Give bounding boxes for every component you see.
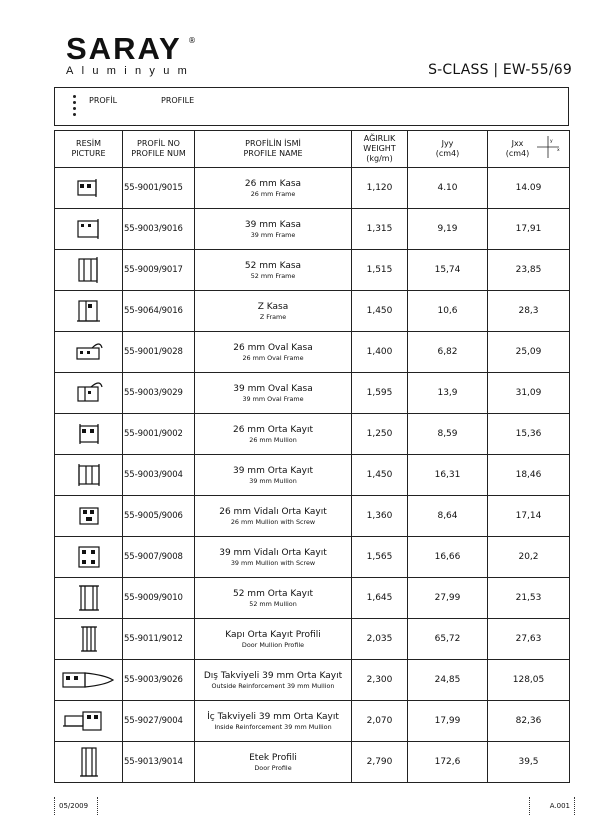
profile-name <box>195 537 352 578</box>
door-mullion-icon <box>74 623 104 655</box>
outside-reinforced-mullion-icon <box>61 664 117 696</box>
profile-name-en: 52 mm Frame <box>250 271 296 280</box>
table-row <box>55 660 570 701</box>
table-row <box>55 168 570 209</box>
profile-picture <box>55 496 123 537</box>
profile-jxx: 39,5 <box>488 742 570 783</box>
profile-jyy: 10,6 <box>408 291 488 332</box>
profile-jxx: 82,36 <box>488 701 570 742</box>
footer-divider <box>529 797 530 815</box>
profile-picture <box>55 660 123 701</box>
profile-picture <box>55 250 123 291</box>
profile-name-tr: 39 mm Oval Kasa <box>233 383 313 394</box>
profile-jyy: 17,99 <box>408 701 488 742</box>
table-row <box>55 742 570 783</box>
profile-name-en: 39 mm Frame <box>250 230 296 239</box>
profile-name <box>195 578 352 619</box>
table-row <box>55 619 570 660</box>
profile-name-en: Inside Reinforcement 39 mm Mullion <box>214 722 332 731</box>
profile-name-en: 26 mm Mullion with Screw <box>230 517 316 526</box>
mullion-52-icon <box>74 582 104 614</box>
profile-name-en: Outside Reinforcement 39 mm Mullion <box>211 681 335 690</box>
profile-name-tr: Dış Takviyeli 39 mm Orta Kayıt <box>203 670 343 681</box>
profile-jxx: 28,3 <box>488 291 570 332</box>
profile-weight: 1,360 <box>352 496 408 537</box>
profile-label-tr: PROFİL <box>89 96 118 105</box>
profile-name-en: 52 mm Mullion <box>249 599 297 608</box>
footer-date: 05/2009 <box>59 802 89 810</box>
profile-name-tr: 52 mm Kasa <box>244 260 302 271</box>
table-row <box>55 537 570 578</box>
profile-name-en: 39 mm Mullion <box>249 476 297 485</box>
profile-number: 55-9013/9014 <box>123 742 195 783</box>
mullion-39-icon <box>74 459 104 491</box>
table-row <box>55 250 570 291</box>
profile-jxx: 18,46 <box>488 455 570 496</box>
profile-number: 55-9009/9017 <box>123 250 195 291</box>
profile-number: 55-9001/9028 <box>123 332 195 373</box>
profile-weight: 1,515 <box>352 250 408 291</box>
profile-weight: 1,400 <box>352 332 408 373</box>
profile-jyy: 8,59 <box>408 414 488 455</box>
svg-text:y: y <box>550 139 553 144</box>
profile-name <box>195 619 352 660</box>
profile-name-tr: Etek Profili <box>249 752 297 763</box>
profile-name <box>195 332 352 373</box>
frame-52-icon <box>74 254 104 286</box>
table-row <box>55 496 570 537</box>
profile-jxx: 21,53 <box>488 578 570 619</box>
profile-name <box>195 660 352 701</box>
table-row <box>55 332 570 373</box>
profile-weight: 2,300 <box>352 660 408 701</box>
profile-jyy: 16,31 <box>408 455 488 496</box>
profile-jxx: 128,05 <box>488 660 570 701</box>
profile-picture <box>55 291 123 332</box>
profile-jxx: 31,09 <box>488 373 570 414</box>
table-row <box>55 455 570 496</box>
profile-name <box>195 414 352 455</box>
profile-box <box>54 87 569 126</box>
dots-icon <box>73 95 77 119</box>
profile-name-en: 26 mm Oval Frame <box>242 353 304 362</box>
profile-name-tr: 39 mm Orta Kayıt <box>232 465 313 476</box>
profile-name-tr: Z Kasa <box>257 301 289 312</box>
profile-picture <box>55 373 123 414</box>
profile-picture <box>55 701 123 742</box>
profile-weight: 1,565 <box>352 537 408 578</box>
profile-name-en: 39 mm Oval Frame <box>242 394 304 403</box>
inside-reinforced-mullion-icon <box>61 705 117 737</box>
profile-weight: 1,450 <box>352 455 408 496</box>
profile-name <box>195 209 352 250</box>
profile-jxx: 14.09 <box>488 168 570 209</box>
header-picture: RESİM PICTURE <box>55 131 123 168</box>
brand-logo <box>66 31 196 77</box>
profile-weight: 1,645 <box>352 578 408 619</box>
profile-name <box>195 250 352 291</box>
profile-number: 55-9064/9016 <box>123 291 195 332</box>
profile-weight: 1,450 <box>352 291 408 332</box>
screw-mullion-39-icon <box>74 541 104 573</box>
profile-picture <box>55 742 123 783</box>
axis-cross-icon <box>535 134 561 160</box>
brand-name: SARAY <box>66 31 182 66</box>
profile-jyy: 65,72 <box>408 619 488 660</box>
footer-divider <box>97 797 98 815</box>
profile-jyy: 15,74 <box>408 250 488 291</box>
profile-picture <box>55 332 123 373</box>
oval-frame-39-icon <box>74 377 104 409</box>
profile-jyy: 172,6 <box>408 742 488 783</box>
header-profile-no: PROFİL NO PROFILE NUM <box>123 131 195 168</box>
profile-picture <box>55 619 123 660</box>
profile-weight: 1,595 <box>352 373 408 414</box>
table-row <box>55 414 570 455</box>
profile-name <box>195 291 352 332</box>
profile-number: 55-9027/9004 <box>123 701 195 742</box>
profile-jyy: 27,99 <box>408 578 488 619</box>
profile-jxx: 25,09 <box>488 332 570 373</box>
profile-number: 55-9003/9029 <box>123 373 195 414</box>
profile-name-tr: 52 mm Orta Kayıt <box>232 588 313 599</box>
profile-jxx: 15,36 <box>488 414 570 455</box>
profile-name-tr: 26 mm Orta Kayıt <box>232 424 313 435</box>
profile-picture <box>55 455 123 496</box>
profile-jxx: 17,91 <box>488 209 570 250</box>
door-bottom-profile-icon <box>74 746 104 778</box>
page-footer <box>54 797 575 815</box>
profile-number: 55-9003/9026 <box>123 660 195 701</box>
mullion-26-icon <box>74 418 104 450</box>
profile-name <box>195 742 352 783</box>
profile-name-tr: 26 mm Vidalı Orta Kayıt <box>219 506 327 517</box>
profile-jyy: 4.10 <box>408 168 488 209</box>
profile-jyy: 8,64 <box>408 496 488 537</box>
profile-jxx: 23,85 <box>488 250 570 291</box>
profile-name <box>195 373 352 414</box>
header-profile-name: PROFİLİN İSMİ PROFILE NAME <box>195 131 352 168</box>
profile-name <box>195 701 352 742</box>
profile-name-en: Door Profile <box>254 763 292 772</box>
frame-26-icon <box>74 172 104 204</box>
table-row <box>55 373 570 414</box>
svg-text:x: x <box>557 148 560 153</box>
table-header-row <box>55 131 570 168</box>
profile-jxx: 17,14 <box>488 496 570 537</box>
profile-name-en: Door Mullion Profile <box>241 640 305 649</box>
profile-number: 55-9001/9015 <box>123 168 195 209</box>
profile-name-tr: 26 mm Kasa <box>244 178 302 189</box>
brand-subtitle: Aluminyum <box>66 65 196 77</box>
screw-mullion-26-icon <box>74 500 104 532</box>
profile-jxx: 20,2 <box>488 537 570 578</box>
profile-jyy: 16,66 <box>408 537 488 578</box>
profile-jyy: 24,85 <box>408 660 488 701</box>
profile-number: 55-9003/9016 <box>123 209 195 250</box>
table-row <box>55 291 570 332</box>
profile-name-tr: Kapı Orta Kayıt Profili <box>225 629 321 640</box>
profile-jyy: 6,82 <box>408 332 488 373</box>
profile-weight: 2,070 <box>352 701 408 742</box>
profile-name-en: 26 mm Mullion <box>249 435 297 444</box>
table-row <box>55 578 570 619</box>
profile-number: 55-9001/9002 <box>123 414 195 455</box>
profile-number: 55-9007/9008 <box>123 537 195 578</box>
profile-picture <box>55 578 123 619</box>
header-jxx: Jxx (cm4) y x <box>488 131 570 168</box>
profile-weight: 1,315 <box>352 209 408 250</box>
profile-weight: 2,790 <box>352 742 408 783</box>
profile-name <box>195 455 352 496</box>
profile-number: 55-9011/9012 <box>123 619 195 660</box>
profile-name-en: 26 mm Frame <box>250 189 296 198</box>
profile-label-en: PROFILE <box>161 96 195 105</box>
profile-picture <box>55 414 123 455</box>
table-row <box>55 701 570 742</box>
profile-name-tr: İç Takviyeli 39 mm Orta Kayıt <box>207 711 339 722</box>
z-frame-icon <box>74 295 104 327</box>
profile-name-tr: 39 mm Kasa <box>244 219 302 230</box>
profile-jyy: 9,19 <box>408 209 488 250</box>
profile-picture <box>55 209 123 250</box>
profile-name-en: 39 mm Mullion with Screw <box>230 558 316 567</box>
profile-number: 55-9009/9010 <box>123 578 195 619</box>
footer-code: A.001 <box>549 802 570 810</box>
table-row <box>55 209 570 250</box>
profile-weight: 1,250 <box>352 414 408 455</box>
oval-frame-26-icon <box>74 336 104 368</box>
series-title: S-CLASS | EW-55/69 <box>428 62 572 78</box>
profile-name-tr: 26 mm Oval Kasa <box>233 342 313 353</box>
profile-picture <box>55 168 123 209</box>
profile-table <box>54 130 570 783</box>
frame-39-icon <box>74 213 104 245</box>
profile-number: 55-9005/9006 <box>123 496 195 537</box>
profile-jxx: 27,63 <box>488 619 570 660</box>
profile-number: 55-9003/9004 <box>123 455 195 496</box>
profile-name <box>195 168 352 209</box>
profile-name-tr: 39 mm Vidalı Orta Kayıt <box>219 547 327 558</box>
profile-jyy: 13,9 <box>408 373 488 414</box>
profile-picture <box>55 537 123 578</box>
header-jyy: Jyy (cm4) <box>408 131 488 168</box>
profile-weight: 2,035 <box>352 619 408 660</box>
profile-weight: 1,120 <box>352 168 408 209</box>
header-weight: AĞIRLIK WEIGHT (kg/m) <box>352 131 408 168</box>
registered-mark: ® <box>188 36 196 45</box>
profile-name-en: Z Frame <box>259 312 287 321</box>
profile-name <box>195 496 352 537</box>
